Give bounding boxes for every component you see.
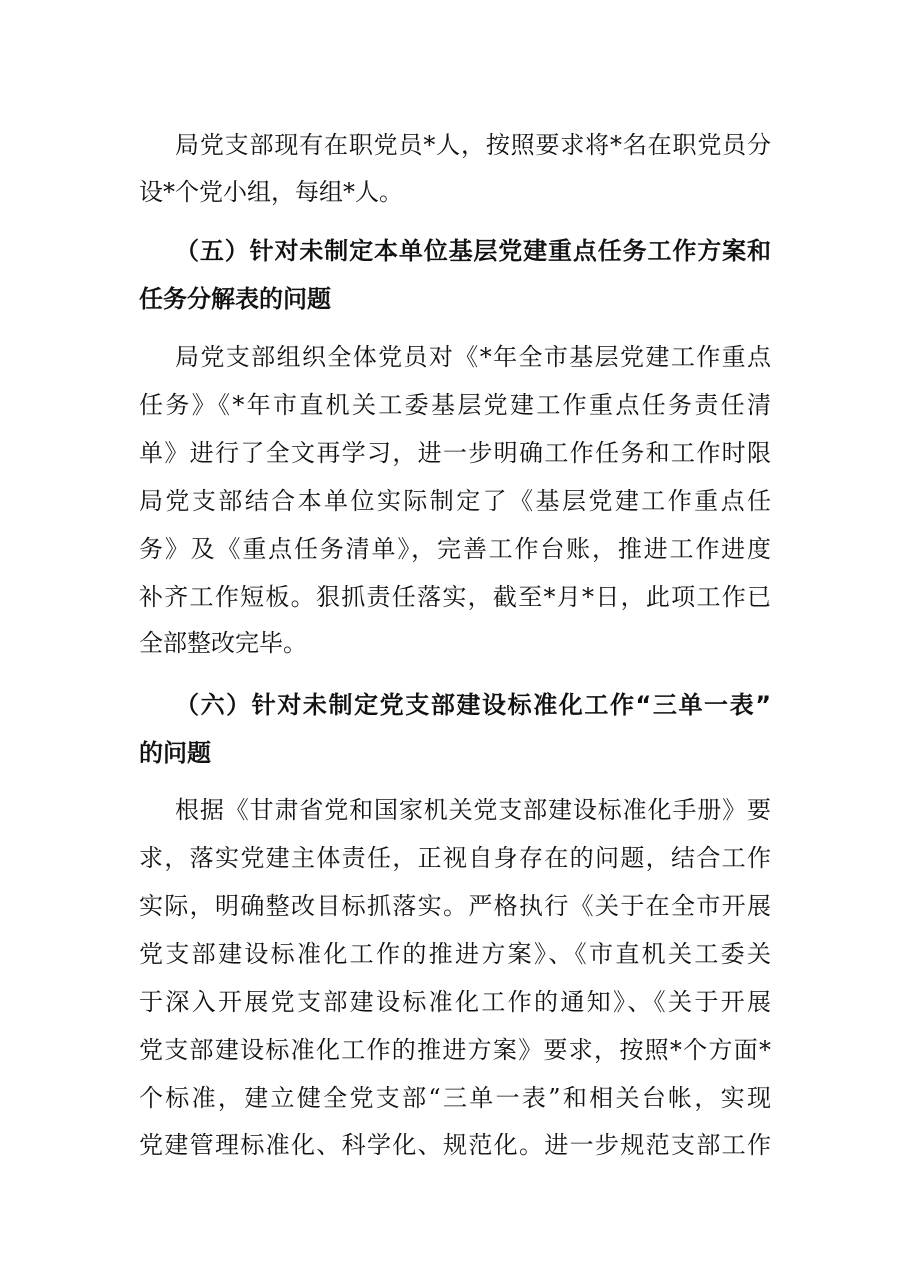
- paragraph-1-line-1: 局党支部现有在职党员*人，按照要求将*名在职党员分: [175, 131, 771, 159]
- paragraph-3-line-1: 根据《甘肃省党和国家机关党支部建设标准化手册》要: [175, 796, 771, 824]
- paragraph-3-line-3: 实际，明确整改目标抓落实。严格执行《关于在全市开展: [139, 892, 771, 920]
- section-heading-6-line-1: （六）针对未制定党支部建设标准化工作“三单一表”: [175, 691, 771, 719]
- paragraph-1-line-2: 设*个党小组，每组*人。: [139, 178, 403, 206]
- paragraph-2-line-4: 局党支部结合本单位实际制定了《基层党建工作重点任: [139, 487, 771, 515]
- paragraph-2-line-6: 补齐工作短板。狠抓责任落实，截至*月*日，此项工作已: [139, 583, 771, 611]
- paragraph-3-line-5: 于深入开展党支部建设标准化工作的通知》、《关于开展: [139, 988, 771, 1016]
- paragraph-2-line-1: 局党支部组织全体党员对《*年全市基层党建工作重点: [175, 343, 771, 371]
- paragraph-2-line-5: 务》及《重点任务清单》，完善工作台账，推进工作进度: [139, 535, 771, 563]
- paragraph-3-line-4: 党支部建设标准化工作的推进方案》、《市直机关工委关: [139, 940, 771, 968]
- paragraph-3-line-8: 党建管理标准化、科学化、规范化。进一步规范支部工作: [139, 1131, 771, 1159]
- paragraph-3-line-7: 个标准，建立健全党支部“三单一表”和相关台帐，实现: [139, 1084, 771, 1112]
- paragraph-3-line-2: 求，落实党建主体责任，正视自身存在的问题，结合工作: [139, 844, 771, 872]
- paragraph-3-line-6: 党支部建设标准化工作的推进方案》要求，按照*个方面*: [139, 1036, 771, 1064]
- section-heading-6-line-2: 的问题: [139, 739, 211, 767]
- section-heading-5-line-2: 任务分解表的问题: [139, 285, 331, 313]
- section-heading-5-line-1: （五）针对未制定本单位基层党建重点任务工作方案和: [175, 237, 771, 265]
- paragraph-2-line-2: 任务》《*年市直机关工委基层党建工作重点任务责任清: [139, 391, 771, 419]
- paragraph-2-line-7: 全部整改完毕。: [139, 629, 307, 657]
- paragraph-2-line-3: 单》进行了全文再学习，进一步明确工作任务和工作时限: [139, 439, 771, 467]
